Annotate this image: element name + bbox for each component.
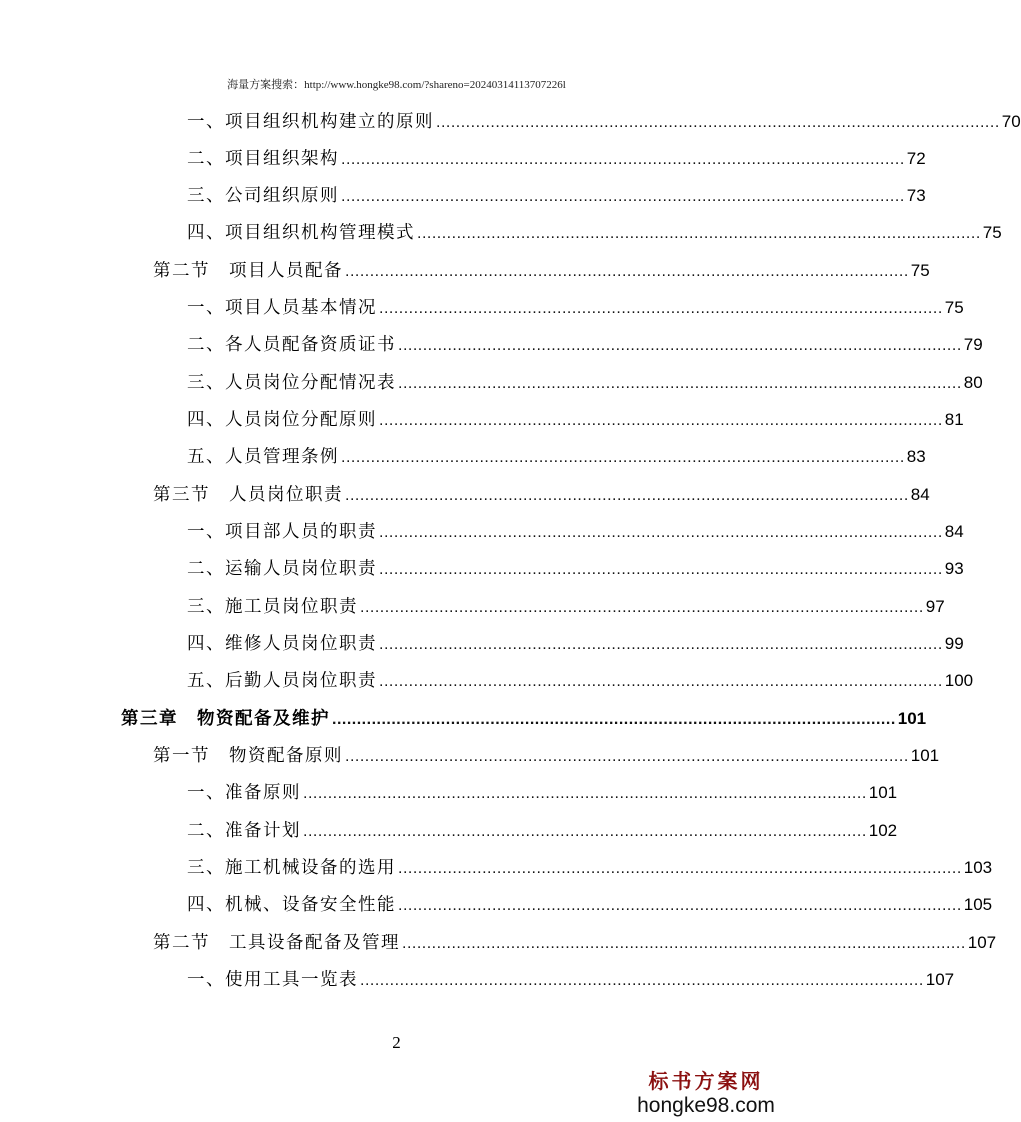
toc-chapter-entry[interactable] xyxy=(121,700,927,730)
toc-entry-page: 99 xyxy=(944,634,964,653)
toc-entry[interactable] xyxy=(187,774,898,804)
toc-leader: .................................................................................................................. xyxy=(345,748,909,765)
toc-leader: .................................................................................................................. xyxy=(398,337,962,354)
toc-entry-label: 四、维修人员岗位职责 xyxy=(187,634,377,654)
toc-leader: .................................................................................................................. xyxy=(398,375,962,392)
toc-entry-label: 三、施工机械设备的选用 xyxy=(187,858,396,878)
toc-entry[interactable] xyxy=(187,140,926,170)
toc-entry-page: 107 xyxy=(925,970,955,989)
toc-entry-label: 一、使用工具一览表 xyxy=(187,970,358,990)
toc-entry-page: 73 xyxy=(906,186,926,205)
toc-leader: .................................................................................................................. xyxy=(345,263,909,280)
toc-entry-label: 五、后勤人员岗位职责 xyxy=(187,671,377,691)
toc-entry[interactable] xyxy=(187,513,964,543)
toc-entry[interactable] xyxy=(187,588,945,618)
toc-entry[interactable] xyxy=(187,625,964,655)
toc-entry-page: 105 xyxy=(963,895,993,914)
toc-entry-page: 70 xyxy=(1001,112,1021,131)
toc-entry-label: 二、运输人员岗位职责 xyxy=(187,559,377,579)
toc-section-entry[interactable] xyxy=(153,737,940,767)
toc-entry-label: 第三章 物资配备及维护 xyxy=(121,709,330,729)
toc-entry[interactable] xyxy=(187,326,983,356)
toc-leader: .................................................................................................................. xyxy=(398,897,962,914)
toc-leader: .................................................................................................................. xyxy=(402,935,966,952)
toc-entry-label: 四、机械、设备安全性能 xyxy=(187,895,396,915)
toc-entry-page: 103 xyxy=(963,858,993,877)
toc-entry[interactable] xyxy=(187,662,974,692)
toc-leader: .................................................................................................................. xyxy=(341,151,905,168)
toc-entry-label: 第二节 项目人员配备 xyxy=(153,261,343,281)
toc-section-entry[interactable] xyxy=(153,252,930,282)
toc-leader: .................................................................................................................. xyxy=(332,711,896,728)
toc-leader: .................................................................................................................. xyxy=(360,599,924,616)
toc-leader: .................................................................................................................. xyxy=(303,785,867,802)
watermark-title: 标书方案网 xyxy=(648,1069,764,1093)
toc-leader: .................................................................................................................. xyxy=(341,188,905,205)
toc-entry-page: 75 xyxy=(910,261,930,280)
toc-entry-label: 一、项目部人员的职责 xyxy=(187,522,377,542)
toc-entry-page: 101 xyxy=(910,746,940,765)
toc-entry-page: 80 xyxy=(963,373,983,392)
toc-entry[interactable] xyxy=(187,886,993,916)
toc-entry[interactable] xyxy=(187,961,955,991)
toc-entry-page: 84 xyxy=(944,522,964,541)
toc-entry-page: 79 xyxy=(963,335,983,354)
toc-entry-label: 一、项目人员基本情况 xyxy=(187,298,377,318)
toc-entry-label: 五、人员管理条例 xyxy=(187,447,339,467)
toc-entry-page: 84 xyxy=(910,485,930,504)
toc-entry[interactable] xyxy=(187,550,964,580)
toc-entry-label: 一、项目组织机构建立的原则 xyxy=(187,112,434,132)
toc-entry[interactable] xyxy=(187,812,898,842)
toc-entry[interactable] xyxy=(187,214,1002,244)
toc-leader: .................................................................................................................. xyxy=(379,561,943,578)
toc-entry-label: 第二节 工具设备配备及管理 xyxy=(153,933,400,953)
toc-entry-page: 97 xyxy=(925,597,945,616)
toc-entry-page: 101 xyxy=(897,709,927,728)
toc-entry-label: 三、公司组织原则 xyxy=(187,186,339,206)
toc-entry[interactable] xyxy=(187,364,983,394)
toc-entry-page: 93 xyxy=(944,559,964,578)
toc-entry-label: 四、人员岗位分配原则 xyxy=(187,410,377,430)
toc-entry-page: 72 xyxy=(906,149,926,168)
toc-entry[interactable] xyxy=(187,103,1021,133)
toc-entry[interactable] xyxy=(187,289,964,319)
toc-leader: .................................................................................................................. xyxy=(379,636,943,653)
toc-leader: .................................................................................................................. xyxy=(303,823,867,840)
toc-leader: .................................................................................................................. xyxy=(379,524,943,541)
toc-entry-page: 100 xyxy=(944,671,974,690)
toc-entry-page: 107 xyxy=(967,933,997,952)
toc-entry-page: 101 xyxy=(868,783,898,802)
toc-section-entry[interactable] xyxy=(153,476,930,506)
toc-leader: .................................................................................................................. xyxy=(379,412,943,429)
toc-leader: .................................................................................................................. xyxy=(436,114,1000,131)
toc-entry-page: 81 xyxy=(944,410,964,429)
toc-entry-label: 三、人员岗位分配情况表 xyxy=(187,373,396,393)
watermark-logo xyxy=(631,1065,781,1118)
toc-entry-label: 四、项目组织机构管理模式 xyxy=(187,223,415,243)
toc-leader: .................................................................................................................. xyxy=(360,972,924,989)
toc-entry-page: 75 xyxy=(982,223,1002,242)
toc-entry-label: 第三节 人员岗位职责 xyxy=(153,485,343,505)
toc-leader: .................................................................................................................. xyxy=(379,300,943,317)
toc-entry-label: 第一节 物资配备原则 xyxy=(153,746,343,766)
toc-entry[interactable] xyxy=(187,438,926,468)
toc-entry-page: 75 xyxy=(944,298,964,317)
page-number: 2 xyxy=(392,1033,401,1052)
toc-entry[interactable] xyxy=(187,177,926,207)
toc-entry-label: 二、项目组织架构 xyxy=(187,149,339,169)
toc-leader: .................................................................................................................. xyxy=(417,225,981,242)
toc-entry-label: 二、准备计划 xyxy=(187,821,301,841)
page-header: 海量方案搜索：http://www.hongke98.com/?shareno=20240314113707226l xyxy=(227,79,566,91)
toc-leader: .................................................................................................................. xyxy=(379,673,943,690)
toc-entry[interactable] xyxy=(187,849,993,879)
toc-entry[interactable] xyxy=(187,401,964,431)
toc-entry-page: 83 xyxy=(906,447,926,466)
toc-entry-label: 二、各人员配备资质证书 xyxy=(187,335,396,355)
toc-leader: .................................................................................................................. xyxy=(341,449,905,466)
toc-entry-page: 102 xyxy=(868,821,898,840)
toc-entry-label: 三、施工员岗位职责 xyxy=(187,597,358,617)
watermark-domain: hongke98.com xyxy=(637,1094,775,1117)
toc-leader: .................................................................................................................. xyxy=(398,860,962,877)
toc-leader: .................................................................................................................. xyxy=(345,487,909,504)
toc-section-entry[interactable] xyxy=(153,924,997,954)
toc-entry-label: 一、准备原则 xyxy=(187,783,301,803)
